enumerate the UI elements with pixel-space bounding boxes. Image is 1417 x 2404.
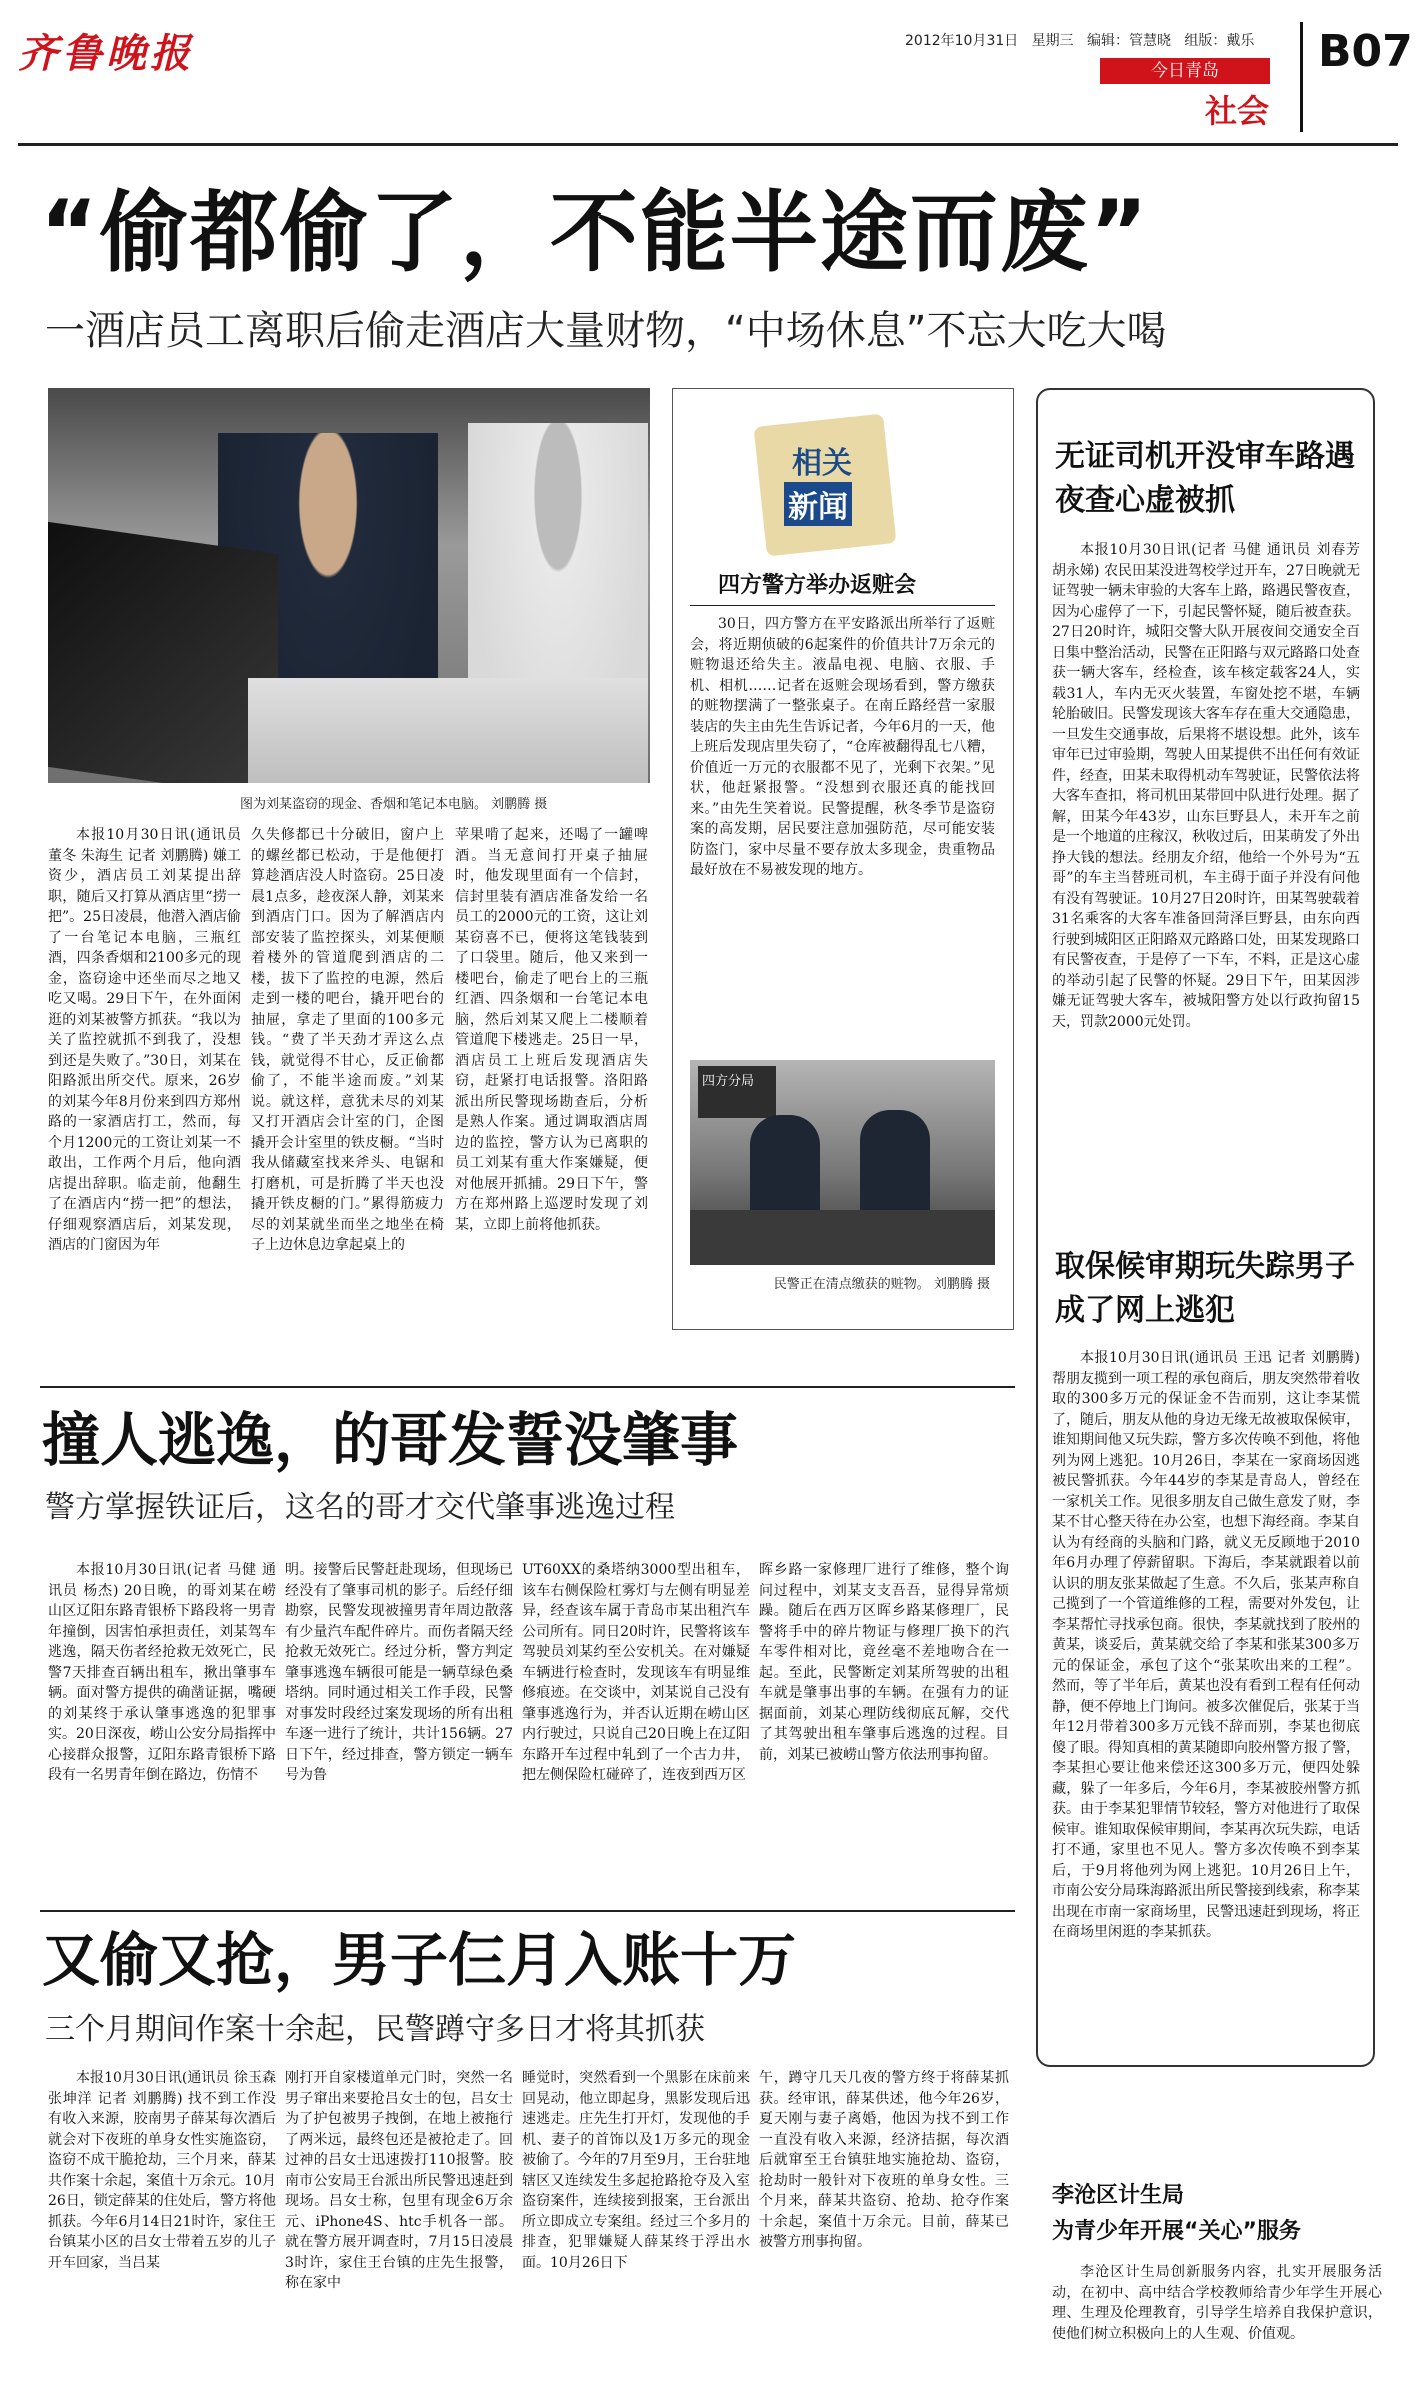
story2-col1-text: 本报10月30日讯(记者 马健 通讯员 杨杰) 20日晚，的哥刘某在崂山区辽阳东路青银桥下路段将一男青年撞倒，因害怕承担责任，刘某驾车逃逸，隔天伤者经抢救无效死亡，民警7天排查百辆出租车，揪出肇事车辆。面对警方提供的确凿证据，嘴硬的刘某终于承认肇事逃逸的犯罪事实。20日深夜，崂山公安分局指挥中心接群众报警，辽阳东路青银桥下路段有一名男青年倒在路边，伤情不 [48, 1562, 276, 1783]
s3-title-line1: 李沧区计生局 [1052, 2183, 1185, 2208]
story3-col2 [285, 2068, 513, 2393]
story3-col2-text: 刚打开自家楼道单元门时，突然一名男子窜出来要抢吕女士的包，吕女士为了护包被男子拽倒，在地上被拖行了两米远，最终包还是被抢走了。回过神的吕女士迅速拨打110报警。胶南市公安局王台派出所民警迅速赶到现场。吕女士称，包里有现金6万余元、iPhone4S、htc手机各一部。就在警方展开调查时，7月15日凌晨3时许，家住王台镇的庄先生报警，称在家中 [285, 2070, 513, 2291]
sidebar-story2-body [1052, 1348, 1360, 2053]
editor-text: 编辑：管慧晓 [1086, 33, 1171, 49]
section-name: 社会 [1205, 92, 1270, 130]
story2-col2 [285, 1560, 513, 1905]
section-tag: 今日青岛 [1100, 58, 1270, 84]
weekday-text: 星期三 [1031, 33, 1074, 49]
issue-date [905, 30, 1254, 50]
lead-col1-text: 本报10月30日讯(通讯员 董冬 朱海生 记者 刘鹏腾) 嫌工资少，酒店员工刘某提出辞职，随后又打算从酒店里“捞一把”。25日凌晨，他潜入酒店偷了一台笔记本电脑，三瓶红酒，四条香烟和2100多元的现金，盗窃途中还坐而尽之地又吃又喝。29日下午，在外面闲逛的刘某被警方抓获。“我以为关了监控就抓不到我了，没想到还是失败了。”30日，刘某在阳路派出所交代。原来，26岁的刘某今年8月份来到四方郑州路的一家酒店打工，然而，每个月1200元的工资让刘某一不敢出，工作两个月后，他向酒店提出辞职。临走前，他翻生了在酒店内“捞一把”的想法，仔细观察酒店后，刘某发现，酒店的门窗因为年 [48, 827, 241, 1253]
story3-col1 [48, 2068, 276, 2393]
s1-title-text: 无证司机开没审车路遇夜查心虚被抓 [1055, 439, 1355, 518]
s3-title-line2: 为青少年开展“关心”服务 [1052, 2219, 1301, 2244]
lead-story-col3 [455, 825, 648, 1355]
related-news-title: 四方警方举办返赃会 [718, 573, 917, 598]
lead-photo-caption: 图为刘某盗窃的现金、香烟和笔记本电脑。 刘鹏腾 摄 [240, 797, 548, 812]
newspaper-logo: 齐鲁晚报 [18, 30, 194, 77]
badge-top-text: 相关 [792, 446, 852, 481]
page-number: B07 [1318, 26, 1413, 77]
layout-text: 组版：戴乐 [1184, 33, 1255, 49]
photo-sign [698, 1066, 776, 1118]
story2-col4-text: 晖乡路一家修理厂进行了维修，整个询问过程中，刘某支支吾吾，显得异常烦躁。随后在西万区晖乡路某修理厂，民警将手中的碎片物证与修理厂换下的汽车零件相对比，竟丝毫不差地吻合在一起。至此，民警断定刘某所驾驶的出租车就是肇事出事的车辆。在强有力的证据面前，刘某心理防线彻底瓦解，交代了其驾驶出租车肇事后逃逸的过程。目前，刘某已被崂山警方依法刑事拘留。 [759, 1562, 1009, 1763]
story3-col4-text: 午，蹲守几天几夜的警方终于将薛某抓获。经审讯，薛某供述，他今年26岁，夏天刚与妻子离婚，他因为找不到工作一直没有收入来源，经济拮据，每次酒后就窜至王台镇驻地实施抢劫、盗窃，抢劫时一般针对下夜班的单身女性。三个月来，薛某共盗窃、抢劫、抢夺作案十余起，案值十万余元。目前，薛某已被警方刑事拘留。 [759, 2070, 1009, 2250]
related-news-body [690, 614, 995, 1049]
story3-col1-text: 本报10月30日讯(通讯员 徐玉森 张坤洋 记者 刘鹏腾) 找不到工作没有收入来源，胶南男子薛某每次酒后就会对下夜班的单身女性实施盗窃，盗窃不成干脆抢劫，三个月来，薛某共作案十余起，案值十万余元。10月26日，锁定薛某的住处后，警方将他抓获。今年6月14日21时许，家住王台镇某小区的吕女士带着五岁的儿子开车回家，当吕某 [48, 2070, 276, 2271]
story2-top-rule [40, 1386, 1015, 1388]
lead-subhead: 一酒店员工离职后偷走酒店大量财物，“中场休息”不忘大吃大喝 [45, 308, 1167, 354]
story3-headline: 又偷又抢，男子仨月入账十万 [42, 1926, 797, 1994]
s1-body-text: 本报10月30日讯(记者 马健 通讯员 刘春芳 胡永娣) 农民田某没进驾校学过开车，27日晚就无证驾驶一辆未审验的大客车上路，路遇民警夜查，因为心虚停了一下，引起民警怀疑，随后被查获。27日20时许，城阳交警大队开展夜间交通安全百日集中整治活动，民警在正阳路与双元路路口处查获一辆大客车，经检查，该车核定载客24人，实载31人，车内无灭火装置，车窗处挖不堪，车辆轮胎破旧。民警发现该大客车存在重大交通隐患，一旦发生交通事故，后果将不堪设想。此外，该车审年已过审验期，驾驶人田某提供不出任何有效证件，经查，田某未取得机动车驾驶证，民警依法将大客车查扣，将司机田某带回中队进行处理。据了解，田某今年43岁，山东巨野县人，未开车之前是一个地道的庄稼汉，秋收过后，田某萌发了外出挣大钱的想法。经朋友介绍，他给一个外号为“五哥”的车主当替班司机，车主碍于面子并没有问他有没有驾驶证。10月27日20时许，田某驾驶载着31名乘客的大客车准备回菏泽巨野县，由东向西行驶到城阳区正阳路双元路路口处，田某发现路口有民警夜查，于是停了一下车，不料，正是这心虚的举动引起了民警的怀疑。29日下午，田某因涉嫌无证驾驶大客车，被城阳警方处以行政拘留15天，罚款2000元处罚。 [1052, 542, 1360, 1030]
laptop [48, 522, 278, 783]
story2-col2-text: 明。接警后民警赶赴现场，但现场已经没有了肇事司机的影子。后经仔细勘察，民警发现被撞男青年周边散落有少量汽车配件碎片。而伤者隔天经抢救无效死亡。经过分析，警方判定肇事逃逸车辆很可能是一辆草绿色桑塔纳。同时通过相关工作手段，民警对事发时段经过案发现场的所有出租车逐一进行了统计，共计156辆。27日下午，经过排查，警方锁定一辆车号为鲁 [285, 1562, 513, 1783]
story3-col3-text: 睡觉时，突然看到一个黑影在床前来回晃动，他立即起身，黑影发现后迅速逃走。庄先生打开灯，发现他的手机、妻子的首饰以及1万多元的现金被偷了。今年的7月至9月，王台驻地辖区又连续发生多起抢路抢夺及入室盗窃案件，连续接到报案，王台派出所立即成立专案组。经过三个多月的排查，犯罪嫌疑人薛某终于浮出水面。10月26日下 [522, 2070, 750, 2271]
lead-photo [48, 388, 650, 783]
badge-bottom-text: 新闻 [784, 482, 852, 526]
s2-title-text: 取保候审期玩失踪男子成了网上逃犯 [1055, 1249, 1355, 1328]
sidebar-story3-body [1052, 2262, 1382, 2392]
page-divider [1300, 22, 1303, 132]
date-text: 2012年10月31日 [905, 33, 1019, 49]
related-title-rule [690, 605, 995, 606]
sidebar-story1-title [1055, 435, 1355, 523]
lead-headline: “偷都偷了，不能半途而废” [40, 181, 1150, 284]
story2-col4 [759, 1560, 1009, 1905]
lead-story-col2 [251, 825, 444, 1355]
story3-subhead: 三个月期间作案十余起，民警蹲守多日才将其抓获 [45, 2012, 705, 2047]
s2-body-text: 本报10月30日讯(通讯员 王迅 记者 刘鹏腾) 帮朋友揽到一项工程的承包商后，朋友突然带着收取的300多万元的保证金不告而别，这让李某慌了，随后，朋友从他的身边无缘无故被取保候审，谁知期间他又玩失踪，警方多次传唤不到他，将他列为网上逃犯。10月26日，李某在一家商场因逃被民警抓获。今年44岁的李某是青岛人，曾经在一家机关工作。见很多朋友自己做生意发了财，李某不甘心整天待在办公室，也想下海经商。李某自认为有经商的头脑和门路，就义无反顾地于2010年6月办理了停薪留职。下海后，李某就跟着以前认识的朋友张某做起了生意。不久后，张某声称自己揽到了一个管道维修的工程，需要对外发包，让李某帮忙寻找承包商。很快，李某就找到了胶州的黄某，谈妥后，黄某就交给了李某和张某300多万元的保证金，承包了这个“张某吹出来的工程”。然而，等了半年后，黄某也没有看到工程有任何动静，便不停地上门询问。被多次催促后，张某于当年12月带着300多万元钱不辞而别，李某也彻底傻了眼。得知真相的黄某随即向胶州警方报了警，李某担心要让他来偿还这300多万元，便四处躲藏，躲了一年多后，今年6月，李某被胶州警方抓获。由于李某犯罪情节较轻，警方对他进行了取保候审。谁知取保候审期间，李某再次玩失踪，电话打不通，家里也不见人。警方多次传唤不到李某后，于9月将他列为网上逃犯。10月26日上午，市南公安分局珠海路派出所民警接到线索，称李某出现在市南一家商场里，民警迅速赶到现场，将正在商场里闲逛的李某抓获。 [1052, 1350, 1360, 1940]
sidebar-story1-body [1052, 540, 1360, 1240]
story2-headline: 撞人逃逸，的哥发誓没肇事 [42, 1406, 739, 1474]
lead-story-col1 [48, 825, 241, 1355]
lead-col3-text: 苹果啃了起来，还喝了一罐啤酒。当无意间打开桌子抽屉时，他发现里面有一个信封，信封里装有酒店准备发给一名员工的2000元的工资，这让刘某窃喜不已，便将这笔钱装到了口袋里。随后，他又来到一楼吧台，偷走了吧台上的三瓶红酒、四条烟和一台笔记本电脑，然后刘某又爬上二楼顺着管道爬下楼逃走。25日一早，酒店员工上班后发现酒店失窃，赶紧打电话报警。洛阳路派出所民警现场勘查后，分析是熟人作案。通过调取酒店周边的监控，警方认为已离职的员工刘某有重大作案嫌疑，便对他展开抓捕。29日下午，警方在郑州路上巡逻时发现了刘某，立即上前将他抓获。 [455, 827, 648, 1233]
s3-body-text: 李沧区计生局创新服务内容，扎实开展服务活动，在初中、高中结合学校教师给青少年学生开展心理、生理及伦理教育，引导学生培养自我保护意识，使他们树立积极向上的人生观、价值观。 [1052, 2264, 1382, 2342]
related-news-badge [760, 420, 890, 550]
story3-col3 [522, 2068, 750, 2393]
related-news-photo [690, 1060, 995, 1265]
lead-col2-text: 久失修都已十分破旧，窗户上的螺丝都已松动，于是他便打算趁酒店没人时盗窃。25日凌晨1点多，趁夜深人静，刘某来到酒店门口。因为了解酒店内部安装了监控探头，刘某便顺着楼外的管道爬到酒店的二楼，拔下了监控的电源，然后走到一楼的吧台，撬开吧台的抽屉，拿走了里面的100多元钱。“费了半天劲才弄这么点钱，就觉得不甘心，反正偷都偷了，不能半途而废。”刘某说。就这样，意犹未尽的刘某又打开酒店会计室的门，企图撬开会计室里的铁皮橱。“当时我从储藏室找来斧头、电锯和打磨机，可是折腾了半天也没撬开铁皮橱的门。”累得筋疲力尽的刘某就坐而坐之地坐在椅子上边休息边拿起桌上的 [251, 827, 444, 1253]
masthead [0, 0, 1417, 150]
story2-col3 [522, 1560, 750, 1905]
related-photo-caption: 民警正在清点缴获的赃物。 刘鹏腾 摄 [773, 1277, 990, 1292]
photo-sign-text: 四方分局 [702, 1074, 755, 1089]
sidebar-story3-title [1052, 2180, 1382, 2252]
goods-table [690, 1210, 995, 1265]
story3-top-rule [40, 1910, 1015, 1912]
story2-col3-text: UT60XX的桑塔纳3000型出租车，该车右侧保险杠雾灯与左侧有明显差异，经查该车属于青岛市某出租汽车公司所有。同日20时许，民警将该车驾驶员刘某约至公安机关。在对嫌疑车辆进行检查时，发现该车有明显维修痕迹。在交谈中，刘某说自己没有肇事逃逸行为，并否认近期在崂山区内行驶过，只说自己20日晚上在辽阳东路开车过程中轧到了一个古力井，把左侧保险杠碰碎了，连夜到西万区 [522, 1562, 750, 1783]
masthead-rule [18, 143, 1398, 146]
related-news-text: 30日，四方警方在平安路派出所举行了返赃会，将近期侦破的6起案件的价值共计7万余元的赃物退还给失主。液晶电视、电脑、衣服、手机、相机……记者在返赃会现场看到，警方缴获的赃物摆满了一整张桌子。在南丘路经营一家服装店的失主由先生告诉记者，今年6月的一天，他上班后发现店里失窃了，“仓库被翻得乱七八糟，价值近一万元的衣服都不见了，光剩下衣架。”见状，他赶紧报警。“没想到衣服还真的能找回来。”由先生笑着说。民警提醒，秋冬季节是盗窃案的高发期，居民要注意加强防范，尽可能安装防盗门，家中尽量不要存放太多现金，贵重物品最好放在不易被发现的地方。 [690, 616, 995, 878]
sidebar-story2-title [1055, 1245, 1355, 1333]
story2-subhead: 警方掌握铁证后，这名的哥才交代肇事逃逸过程 [45, 1490, 675, 1525]
table-items [248, 678, 648, 783]
story2-col1 [48, 1560, 276, 1905]
story3-col4 [759, 2068, 1009, 2393]
